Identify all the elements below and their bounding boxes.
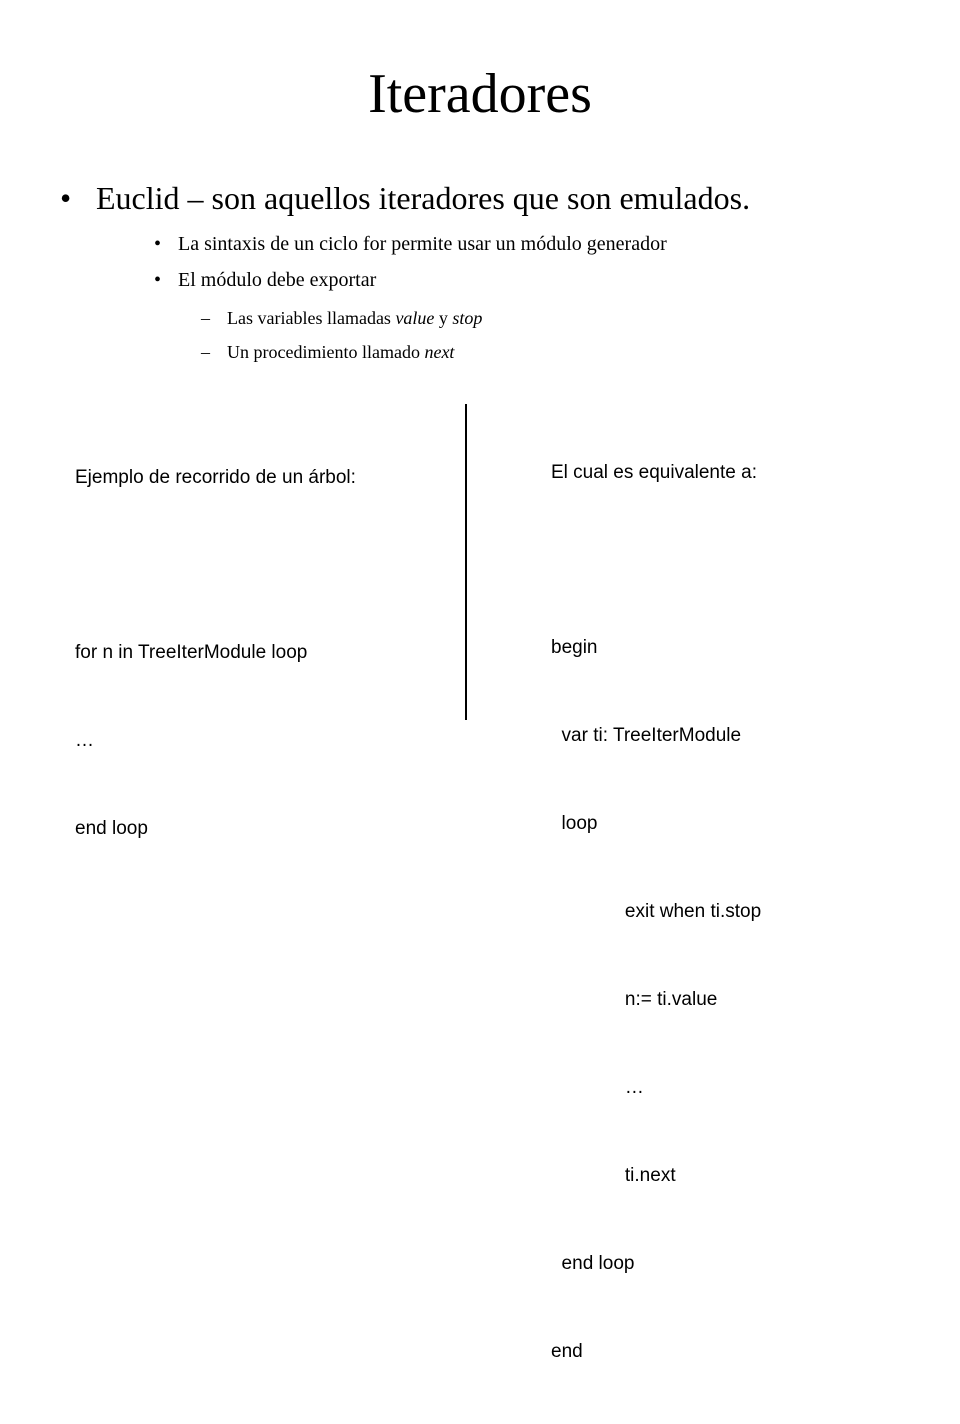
italic-term-value: value: [395, 308, 435, 328]
italic-term-next: next: [424, 342, 455, 362]
code-line: for n in TreeIterModule loop: [75, 642, 308, 664]
text-segment: Un procedimiento llamado: [227, 342, 425, 362]
sub-sub-bullet-text: [227, 340, 454, 364]
italic-term-stop: stop: [452, 308, 483, 328]
vertical-divider: [465, 404, 467, 720]
code-line: ti.next: [551, 1164, 676, 1186]
slide-title: Iteradores: [368, 63, 592, 125]
sub-sub-bullet-text: [227, 306, 482, 330]
bullet-marker: •: [154, 233, 162, 255]
left-code-block: [75, 404, 356, 902]
code-line: [75, 550, 356, 579]
dash-marker: –: [201, 342, 210, 362]
code-line: El cual es equivalente a:: [551, 461, 757, 483]
sub-bullet-text: La sintaxis de un ciclo for permite usar un módulo generador: [178, 233, 667, 255]
code-line: n:= ti.value: [551, 988, 718, 1010]
code-line: var ti: TreeIterModule: [551, 725, 742, 747]
bullet-marker: •: [154, 269, 162, 291]
code-line: end loop: [551, 1252, 635, 1274]
text-segment: y: [434, 308, 453, 328]
code-line: …: [551, 1076, 644, 1098]
sub-bullet-text: El módulo debe exportar: [178, 269, 377, 291]
code-line: …: [75, 730, 94, 752]
code-line: exit when ti.stop: [551, 901, 762, 923]
code-line: Ejemplo de recorrido de un árbol:: [75, 466, 356, 488]
code-line: end: [551, 1340, 583, 1362]
code-line: begin: [551, 637, 598, 659]
bullet-marker: •: [60, 180, 72, 216]
dash-marker: –: [201, 308, 210, 328]
code-line: [551, 545, 761, 574]
code-line: loop: [551, 813, 598, 835]
text-segment: Las variables llamadas: [227, 308, 396, 328]
code-line: end loop: [75, 818, 148, 840]
right-code-block: [551, 399, 761, 1424]
main-bullet-text: Euclid – son aquellos iteradores que son emulados.: [96, 180, 751, 216]
